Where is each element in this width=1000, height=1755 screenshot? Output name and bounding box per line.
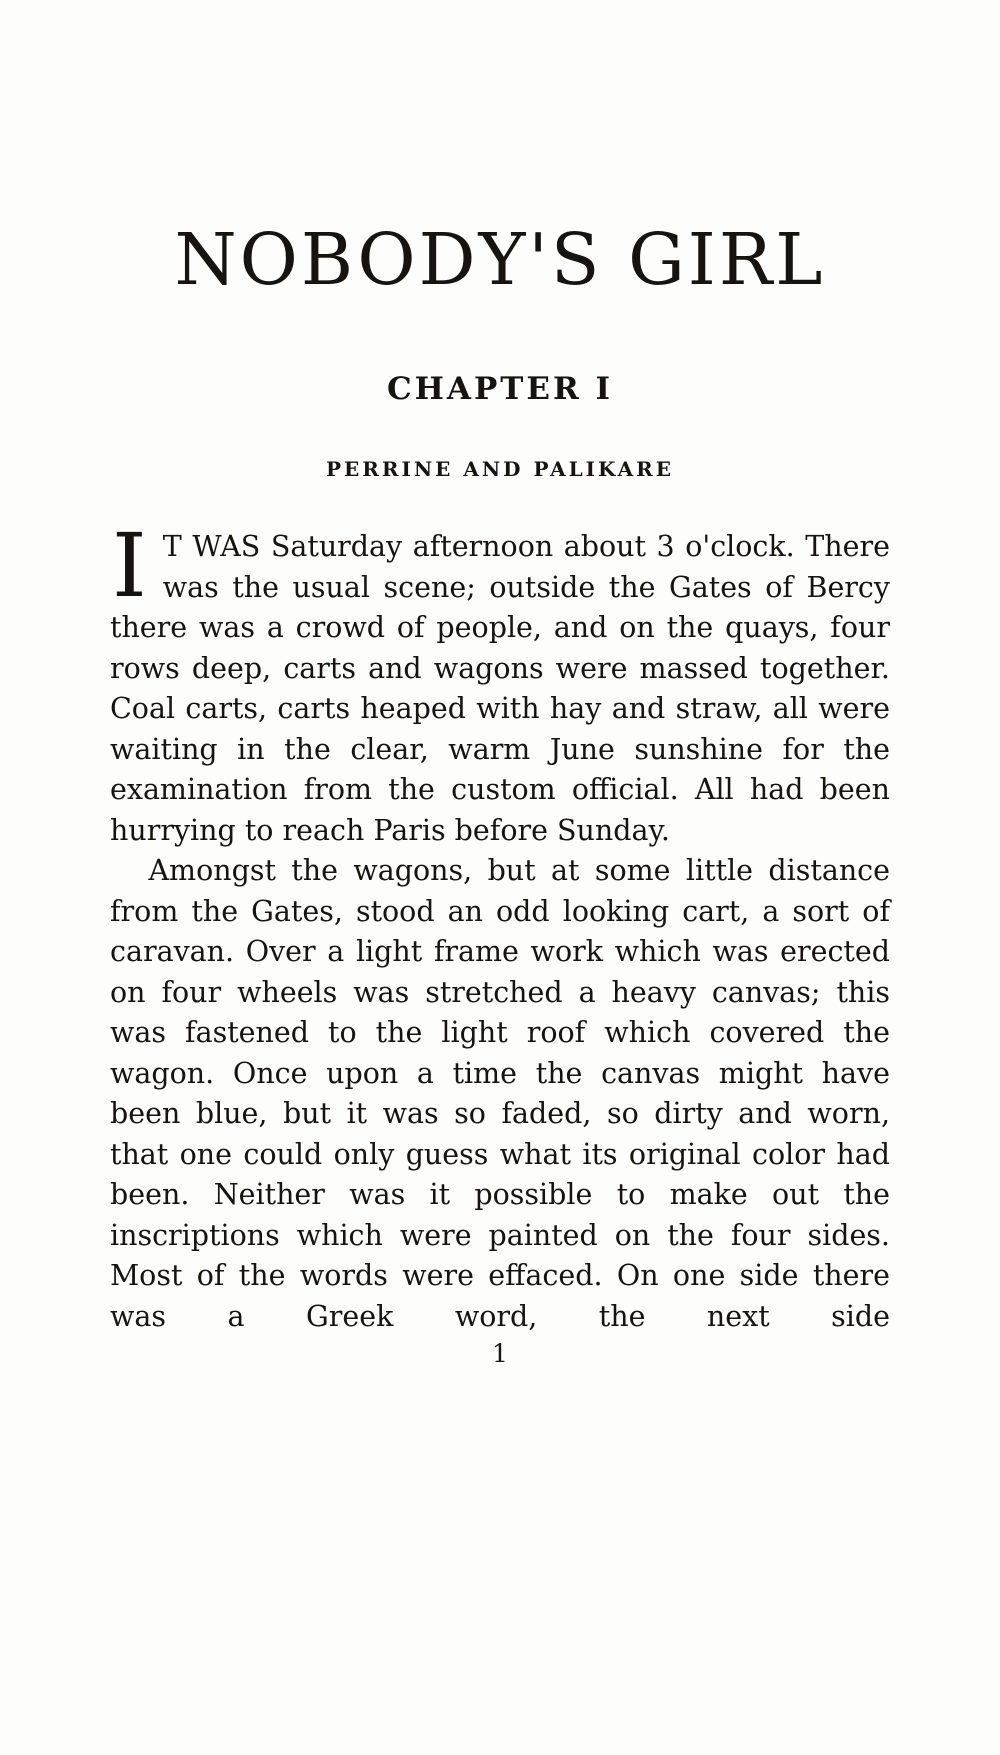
body-text [110,514,890,1337]
paragraph: Amongst the wagons, but at some little distance from the Gates, stood an odd looking cart, a sort of caravan. Over a light frame work which was erected on four wheels was stretched a heavy canvas; this was fastened to the light roof which covered the wagon. Once upon a time the canvas might have been blue, but it was so faded, so dirty and worn, that one could only guess what its original color had been. Neither was it possible to make out the inscriptions which were painted on the four sides. Most of the words were effaced. On one side there was a Greek word, the next side [110,854,890,1333]
chapter-heading: CHAPTER I [386,371,614,407]
paragraph [110,514,890,851]
paragraph-text: T WAS Saturday afternoon about 3 o'clock. There was the usual scene; outside the Gates of Bercy there was a crowd of people, and on the quays, four rows deep, carts and wagons were massed together. Coal carts, carts heaped with hay and straw, all were waiting in the clear, warm June sunshine for the examination from the custom official. All had been hurrying to reach Paris before Sunday. [110,530,890,847]
book-page [0,218,1000,1368]
drop-cap: I [112,514,147,617]
page-number: 1 [492,1339,508,1368]
section-heading: PERRINE AND PALIKARE [326,457,674,481]
book-title: NOBODY'S GIRL [174,218,826,301]
